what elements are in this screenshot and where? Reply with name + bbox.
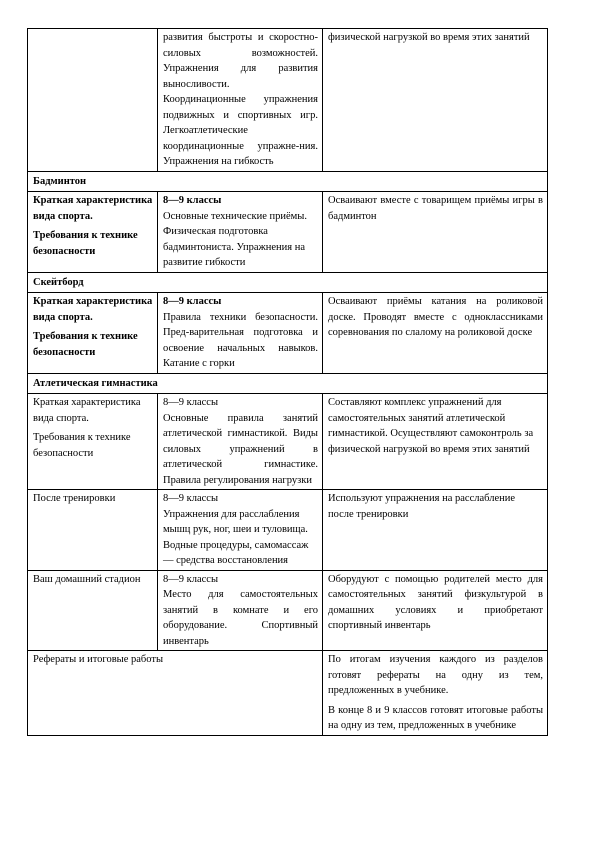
table-cell [28,490,158,571]
cell-text: Ваш домашний стадион [33,573,141,585]
table-cell [323,394,548,490]
table-cell [323,192,548,273]
cell-text: Составляют комплекс упражнений для самостоятельных занятий атлетической гимнастикой. Осуществляют самоконтроль за физической нагрузкой во время этих занятий [328,397,534,455]
section-title: Атлетическая гимнастика [28,373,548,394]
table-cell [28,29,158,172]
table-cell [28,651,323,736]
section-title: Скейтборд [28,272,548,293]
section-row [28,272,548,293]
grade-label: 8—9 классы [163,195,222,206]
section-row [28,373,548,394]
grade-label: 8—9 классы [163,493,219,504]
table-cell [28,394,158,490]
table-cell [28,192,158,273]
table-cell [323,490,548,571]
table-cell [28,293,158,374]
table-cell [323,29,548,172]
cell-text: Краткая характеристика вида спорта. [33,296,153,323]
table-cell [158,293,323,374]
section-row [28,171,548,192]
cell-text: По итогам изучения каждого из разделов готовят рефераты на одну из тем, предложенных в учебнике. [328,654,543,696]
table-cell [158,490,323,571]
cell-text: Рефераты и итоговые работы [33,654,164,665]
table-cell [323,570,548,651]
curriculum-table [27,28,548,736]
table-row [28,394,548,490]
table-row [28,29,548,172]
cell-text: Место для самостоятельных занятий в комнате и его оборудование. Спортивный инвентарь [163,589,318,647]
cell-text: Требования к технике безопасности [33,432,131,459]
cell-text: Упражнения для расслабления мышц рук, ног, шеи и туловища. Водные процедуры, самомассаж — средства восстановления [163,508,309,566]
table-cell [158,29,323,172]
cell-text: Требования к технике безопасности [33,230,138,257]
table-row [28,570,548,651]
table-cell [158,570,323,651]
table-cell [158,192,323,273]
grade-label: 8—9 классы [163,573,219,585]
cell-text: Осваивают приёмы катания на роликовой доске. Проводят вместе с одноклассниками соревнования по слалому на роликовой доске [328,296,543,338]
table-cell [323,651,548,736]
section-title: Бадминтон [28,171,548,192]
table-row [28,651,548,736]
cell-text: Краткая характеристика вида спорта. [33,397,141,424]
table-row [28,490,548,571]
table-cell [158,394,323,490]
cell-text: В конце 8 и 9 классов готовят итоговые работы на одну из тем, предложенных в учебнике [328,704,543,731]
cell-text: Правила техники безопасности. Пред-варительная подготовка и освоение начальных навыков. Катание с горки [163,311,318,369]
grade-label: 8—9 классы [163,397,219,408]
cell-text: После тренировки [33,493,116,504]
grade-label: 8—9 классы [163,296,222,307]
table-row [28,293,548,374]
cell-text: Краткая характеристика вида спорта. [33,195,153,222]
cell-text: физической нагрузкой во время этих занятий [328,32,530,43]
cell-text: Оборудуют с помощью родителей место для самостоятельных занятий физкультурой в домашних условиях и приобретают спортивный инвентарь [328,573,543,631]
table-cell [28,570,158,651]
cell-text: Требования к технике безопасности [33,331,138,358]
cell-text: развития быстроты и скоростно-силовых возможностей. Упражнения для развития выносливости. [163,32,318,90]
cell-text: Основные правила занятий атлетической гимнастикой. Виды силовых упражнений в атлетической гимнастике. Правила регулирования нагрузки [163,412,318,486]
cell-text: Используют упражнения на расслабление после тренировки [328,493,516,520]
cell-text: Осваивают вместе с товарищем приёмы игры в бадминтон [328,195,543,222]
table-row [28,192,548,273]
cell-text: Основные технические приёмы. Физическая подготовка бадминтониста. Упражнения на развитие гибкости [163,210,307,268]
cell-text: Координационные упражнения подвижных и спортивных игр. Легкоатлетические координационные упражне-ния. Упражнения на гибкость [163,94,318,167]
table-cell [323,293,548,374]
